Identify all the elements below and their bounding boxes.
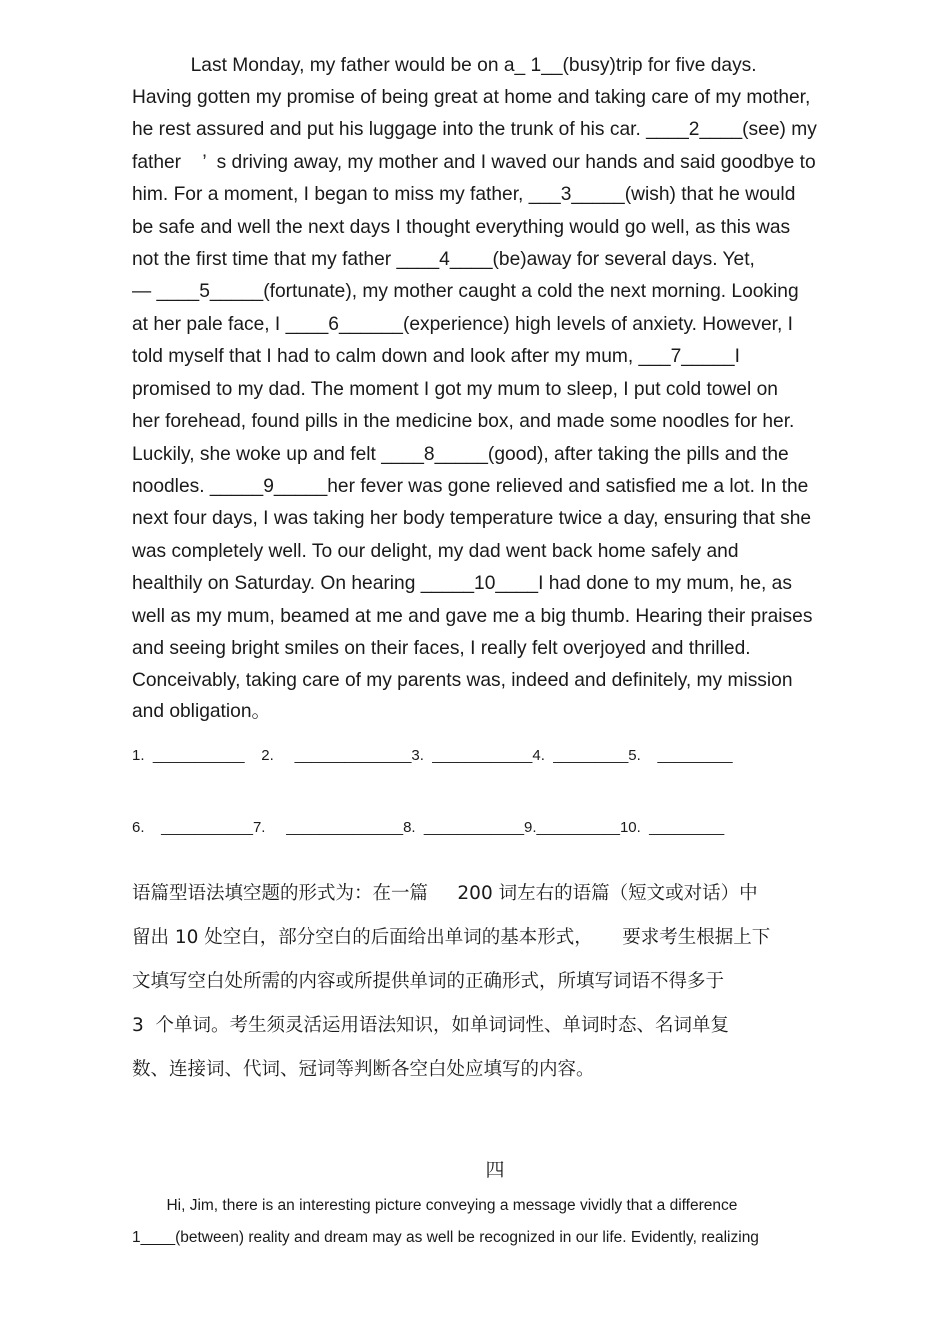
passage-line: healthily on Saturday. On hearing _____10____I had done to my mum, he, as: [132, 573, 792, 594]
passage-line: him. For a moment, I began to miss my father, ___3_____(wish) that he would: [132, 184, 796, 205]
passage-line: 1____(between) reality and dream may as well be recognized in our life. Evidently, realizing: [132, 1229, 759, 1246]
instruction-line: 语篇型语法填空题的形式为：在一篇 200 词左右的语篇（短文或对话）中: [132, 883, 758, 904]
passage-line: Having gotten my promise of being great at home and taking care of my mother,: [132, 87, 811, 108]
instruction-line: 文填写空白处所需的内容或所提供单词的正确形式，所填写词语不得多于: [132, 971, 725, 992]
passage-line: told myself that I had to calm down and look after my mum, ___7_____I: [132, 346, 740, 367]
passage-line: and seeing bright smiles on their faces, I really felt overjoyed and thrilled.: [132, 638, 751, 659]
passage-line: well as my mum, beamed at me and gave me a big thumb. Hearing their praises: [132, 606, 813, 627]
section-heading: 四: [485, 1159, 505, 1181]
passage-line: — ____5_____(fortunate), my mother caught a cold the next morning. Looking: [132, 281, 799, 302]
passage-line: and obligation。: [132, 701, 271, 722]
passage-line: promised to my dad. The moment I got my mum to sleep, I put cold towel on: [132, 379, 778, 400]
answer-row: 1. ___________ 2. ______________3. ____________4. _________5. _________: [132, 747, 733, 764]
instruction-line: 3 个单词。考生须灵活运用语法知识，如单词词性、单词时态、名词单复: [132, 1015, 730, 1036]
passage-line: Last Monday, my father would be on a_ 1__(busy)trip for five days.: [132, 55, 757, 76]
passage-line: was completely well. To our delight, my dad went back home safely and: [132, 541, 739, 562]
passage-line: her forehead, found pills in the medicine box, and made some noodles for her.: [132, 411, 795, 432]
passage-line: next four days, I was taking her body temperature twice a day, ensuring that she: [132, 508, 812, 529]
passage-line: he rest assured and put his luggage into the trunk of his car. ____2____(see) my: [132, 119, 817, 140]
passage-line: father ’ s driving away, my mother and I waved our hands and said goodbye to: [132, 152, 816, 173]
passage-line: Luckily, she woke up and felt ____8_____(good), after taking the pills and the: [132, 444, 789, 465]
passage-line: noodles. _____9_____her fever was gone relieved and satisfied me a lot. In the: [132, 476, 809, 497]
passage-line: not the first time that my father ____4____(be)away for several days. Yet,: [132, 249, 755, 270]
instruction-line: 数、连接词、代词、冠词等判断各空白处应填写的内容。: [132, 1059, 595, 1080]
answer-row: 6. ___________7. ______________8. ____________9.__________10. _________: [132, 819, 725, 836]
instruction-line: 留出 10 处空白，部分空白的后面给出单词的基本形式， 要求考生根据上下: [132, 927, 771, 948]
passage-line: Hi, Jim, there is an interesting picture conveying a message vividly that a difference: [132, 1197, 738, 1214]
passage-line: Conceivably, taking care of my parents was, indeed and definitely, my mission: [132, 670, 793, 691]
passage-line: at her pale face, I ____6______(experience) high levels of anxiety. However, I: [132, 314, 793, 335]
passage-line: be safe and well the next days I thought everything would go well, as this was: [132, 217, 791, 238]
